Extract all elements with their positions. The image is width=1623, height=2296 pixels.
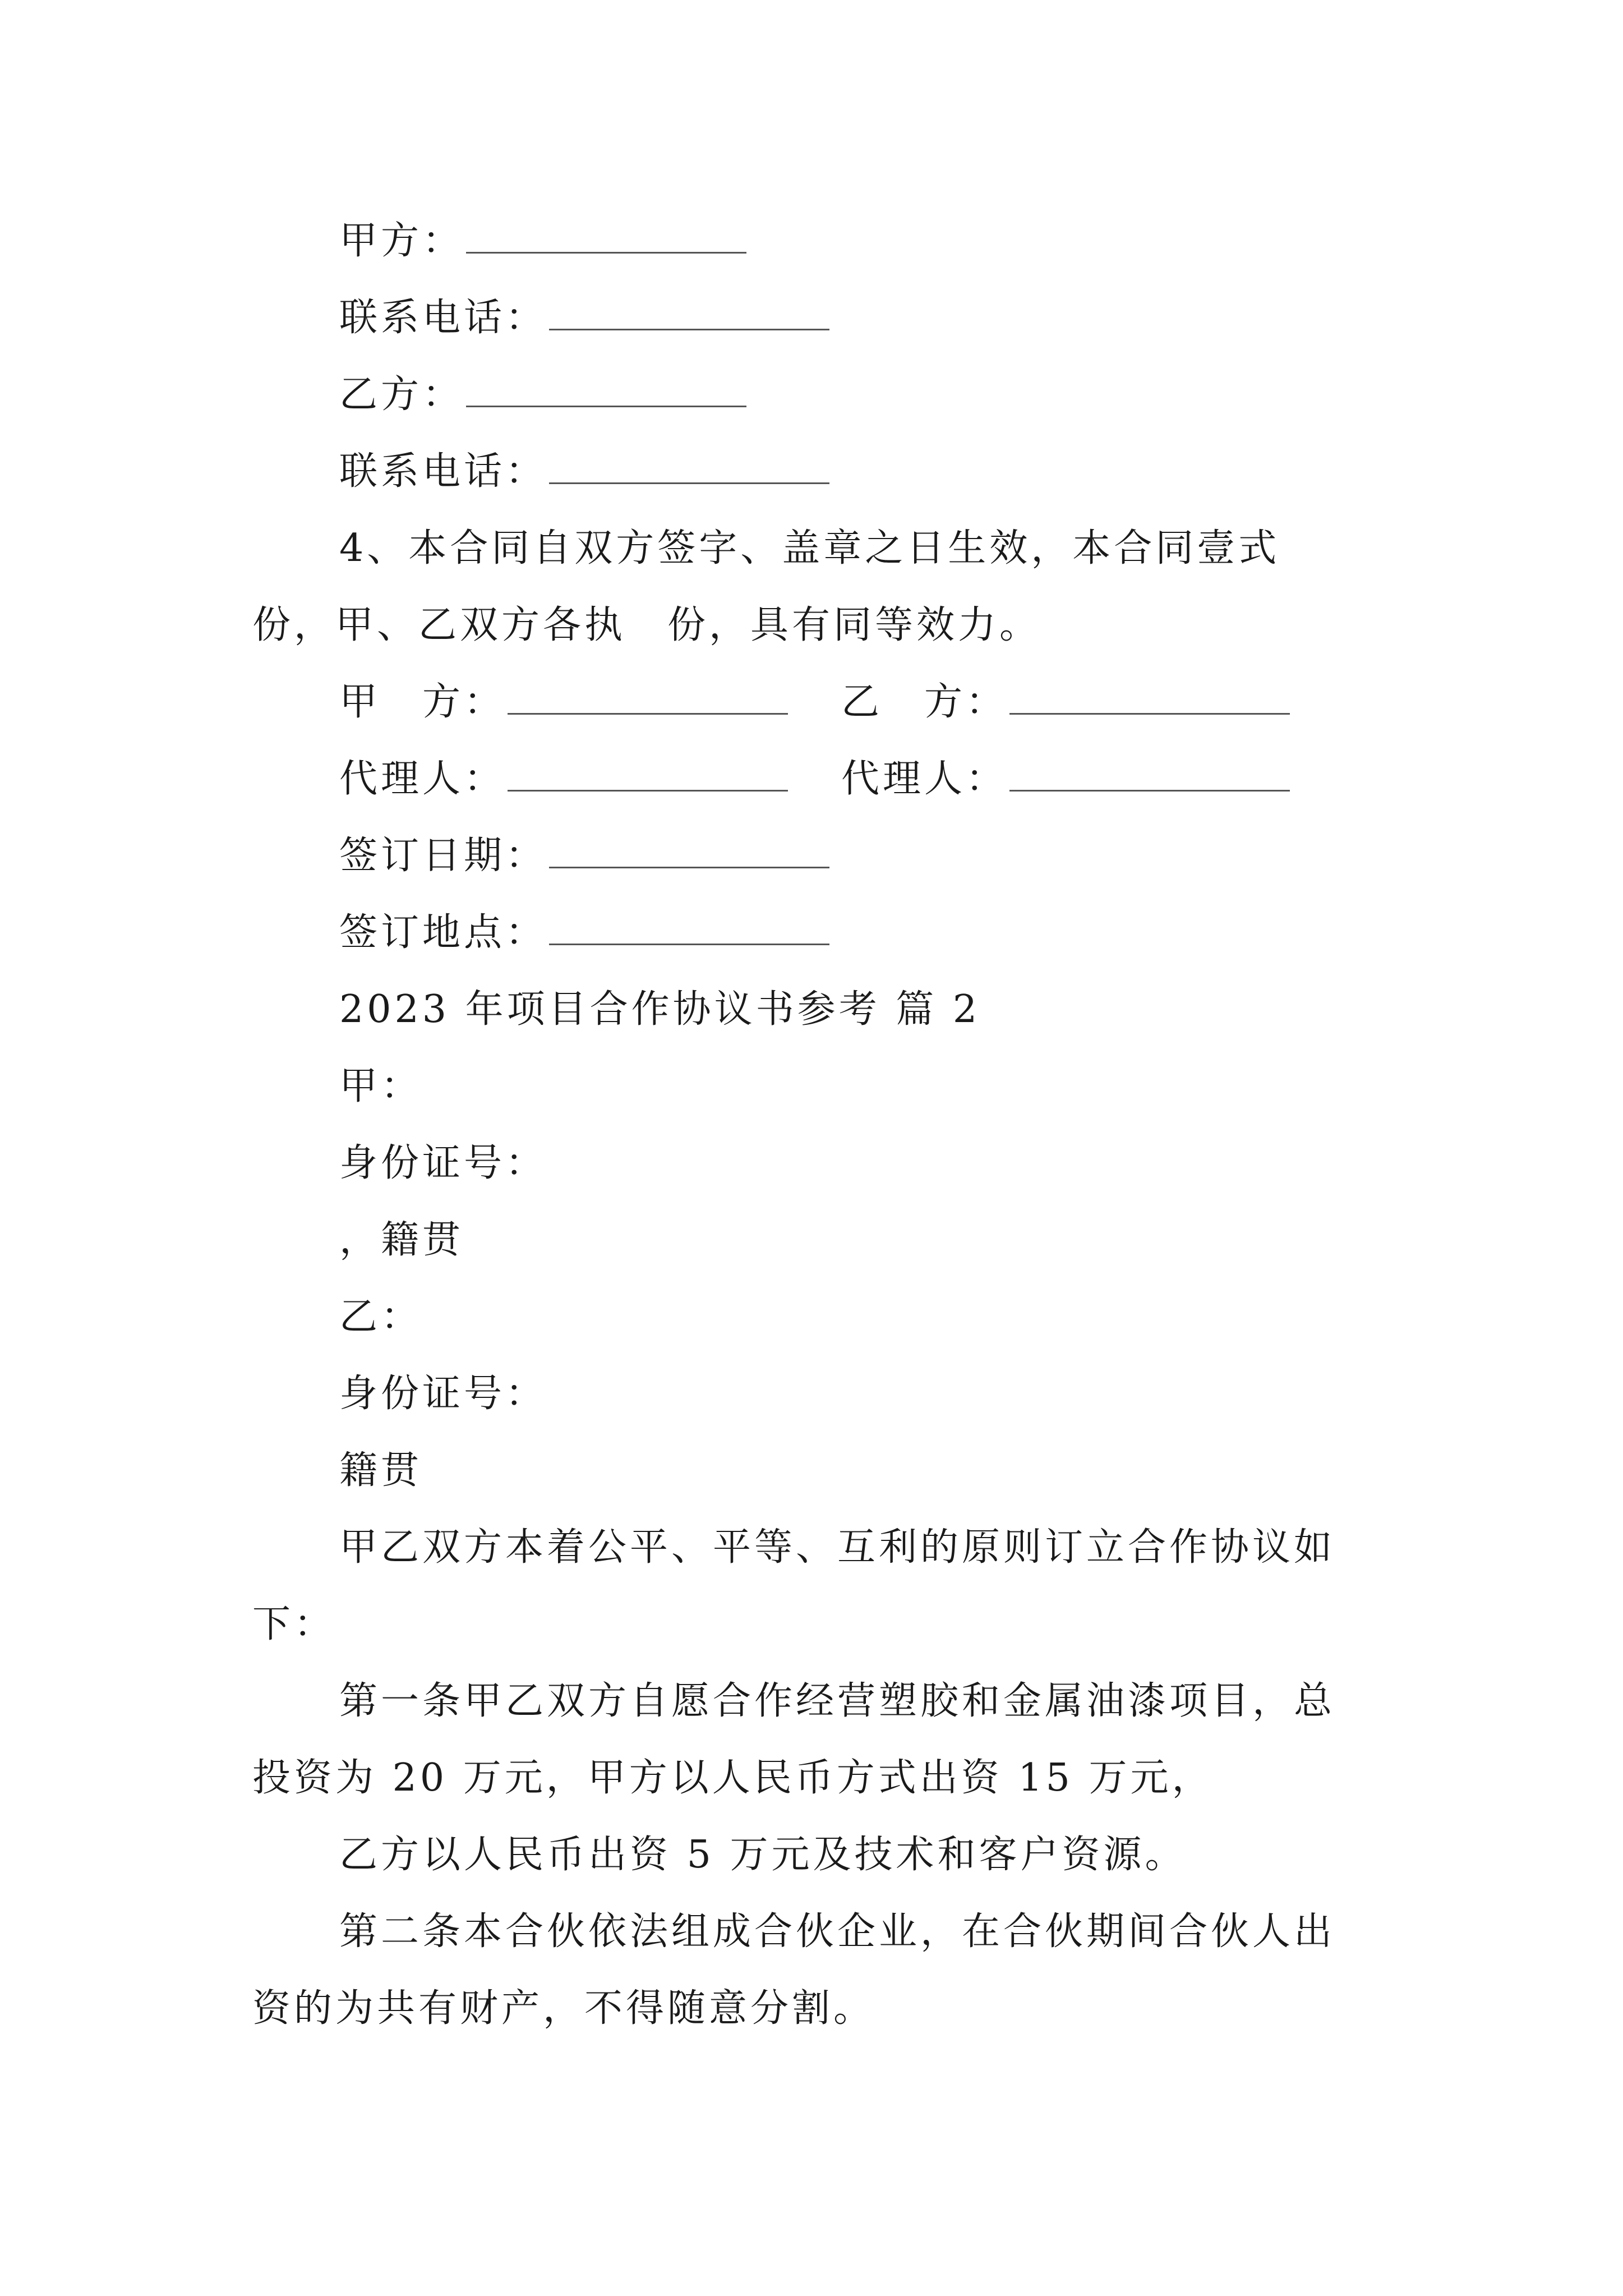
intro-line-1: 甲乙双方本着公平、平等、互利的原则订立合作协议如 — [339, 1525, 1336, 1570]
agent-b-blank — [1009, 784, 1290, 792]
sign-date-row — [339, 831, 829, 881]
party-a-id-line: 身份证号： — [339, 1141, 547, 1185]
party-a-phone-label: 联系电话： — [339, 296, 547, 340]
clause-4-line-1: 4、本合同自双方签字、盖章之日生效，本合同壹式 — [339, 526, 1280, 570]
agent-row — [339, 754, 1349, 804]
sign-place-blank — [549, 938, 829, 945]
party-row-2 — [339, 677, 1349, 728]
article-2-line-1: 第二条本合伙依法组成合伙企业，在合伙期间合伙人出 — [339, 1910, 1336, 1954]
party-b-id-line: 身份证号： — [339, 1372, 547, 1416]
sign-date-blank — [549, 861, 829, 868]
sign-place-row — [339, 908, 829, 958]
party-b-blank — [466, 400, 746, 407]
party-a-label: 甲方： — [339, 219, 464, 263]
party-b-blank-2 — [1009, 707, 1290, 715]
party-b-name-line: 乙： — [339, 1295, 423, 1339]
article-2-line-2: 资的为共有财产，不得随意分割。 — [252, 1986, 875, 2031]
party-b-phone-blank — [549, 477, 829, 484]
party-a-phone-row — [339, 293, 829, 343]
party-a-name-line: 甲： — [339, 1064, 423, 1108]
sign-date-label: 签订日期： — [339, 834, 547, 878]
intro-line-2: 下： — [252, 1602, 336, 1646]
party-a-native-line: ，籍贯 — [339, 1218, 464, 1262]
party-a-blank-2 — [508, 707, 788, 715]
sign-place-label: 签订地点： — [339, 910, 547, 955]
party-b-row — [339, 370, 746, 420]
agent-b-label: 代理人： — [841, 757, 1008, 801]
party-b-phone-label: 联系电话： — [339, 449, 547, 494]
section-2-title: 2023 年项目合作协议书参考 篇 2 — [339, 987, 981, 1032]
party-a-phone-blank — [549, 323, 829, 330]
party-a-row — [339, 216, 746, 266]
party-a-blank — [466, 246, 746, 254]
article-1-line-2: 投资为 20 万元，甲方以人民币方式出资 15 万元， — [252, 1756, 1214, 1800]
agent-a-blank — [508, 784, 788, 792]
clause-4-line-2: 份，甲、乙双方各执 份，具有同等效力。 — [252, 603, 1041, 647]
party-a-label-2: 甲 方： — [339, 680, 506, 724]
party-b-label: 乙方： — [339, 372, 464, 417]
party-b-label-2: 乙 方： — [841, 680, 1008, 724]
party-b-phone-row — [339, 447, 829, 497]
article-1-line-1: 第一条甲乙双方自愿合作经营塑胶和金属油漆项目，总 — [339, 1679, 1336, 1723]
article-1-line-3: 乙方以人民币出资 5 万元及技术和客户资源。 — [339, 1833, 1187, 1877]
agent-a-label: 代理人： — [339, 757, 506, 801]
party-b-native-line: 籍贯 — [339, 1448, 423, 1493]
